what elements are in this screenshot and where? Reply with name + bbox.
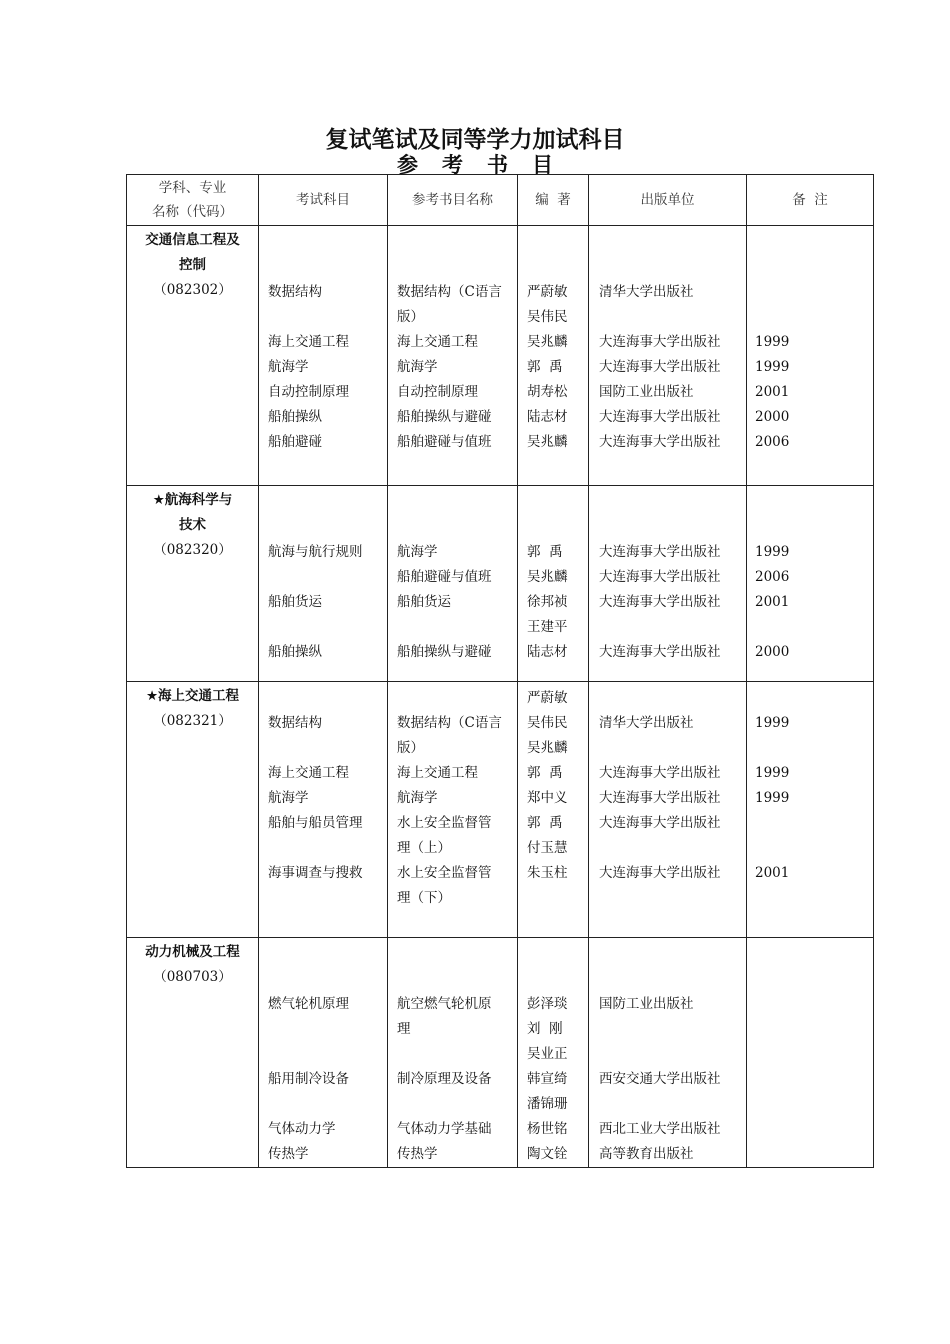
discipline-name: ★航海科学与 [152,492,233,508]
author-line: 郭 禹 [527,815,563,831]
exam-subject-line: 海上交通工程 [268,334,349,350]
publisher-line [589,615,746,640]
exam-subject-line [259,615,387,640]
header-discipline-line1: 学科、专业 [158,180,227,196]
author-line: 王建平 [527,619,568,635]
author-line: 徐邦祯 [527,594,568,610]
reference-book-line: 船舶货运 [397,594,451,610]
note-line: 2006 [755,569,790,585]
publisher-line: 大连海事大学出版社 [599,865,721,881]
publisher-line: 西安交通大学出版社 [599,1071,721,1087]
note-line [747,1067,873,1092]
publisher-line: 清华大学出版社 [599,715,694,731]
subtitle-char: 书 [487,153,508,177]
reference-book-line [388,255,517,280]
exam-subject-line [259,967,387,992]
note-line [747,836,873,861]
page-title: 复试笔试及同等学力加试科目 [325,127,625,153]
publisher-line: 大连海事大学出版社 [599,644,721,660]
header-discipline [127,175,259,226]
exam-subject-line: 船舶操纵 [268,409,322,425]
note-line [747,1092,873,1117]
note-line: 1999 [755,359,790,375]
reference-book-line: 版） [397,309,424,325]
exam-subject-line: 船舶操纵 [268,644,322,660]
publisher-line: 大连海事大学出版社 [599,359,721,375]
note-line [747,1117,873,1142]
table-row [127,486,874,682]
note-line [747,490,873,515]
reference-book-line: 传热学 [397,1146,438,1162]
publisher-line [589,305,746,330]
note-line [747,280,873,305]
publisher-line [589,1042,746,1067]
reference-book-line [388,686,517,711]
note-line [747,515,873,540]
author-line: 严蔚敏 [527,690,568,706]
reference-book-line: 数据结构（C语言 [397,284,502,300]
author-line: 潘锦珊 [527,1096,568,1112]
exam-subject-line: 数据结构 [268,715,322,731]
author-line: 吴兆麟 [527,740,568,756]
exam-subject-cell [259,938,388,1168]
exam-subject-line: 航海学 [268,359,309,375]
publisher-line [589,1092,746,1117]
note-line [747,1017,873,1042]
reference-book-line: 制冷原理及设备 [397,1071,492,1087]
publisher-line: 西北工业大学出版社 [599,1121,721,1137]
exam-subject-line [259,686,387,711]
reference-book-line: 船舶避碰与值班 [397,434,492,450]
exam-subject-line [259,565,387,590]
reference-book-line [388,230,517,255]
publisher-line: 大连海事大学出版社 [599,409,721,425]
reference-book-line: 船舶避碰与值班 [397,569,492,585]
author-line [518,515,588,540]
note-line: 1999 [755,765,790,781]
reference-book-line: 海上交通工程 [397,765,478,781]
note-cell [747,682,874,938]
discipline-name: ★海上交通工程 [145,688,240,704]
reference-book-line [388,1092,517,1117]
publisher-line [589,686,746,711]
publisher-cell [589,486,747,682]
subtitle-char: 参 [397,153,418,177]
exam-subject-line: 燃气轮机原理 [268,996,349,1012]
reference-book-line: 气体动力学基础 [397,1121,492,1137]
discipline-cell [127,486,259,682]
discipline-code: （080703） [153,969,232,985]
header-note: 备 注 [747,175,874,226]
exam-subject-line [259,490,387,515]
note-cell [747,486,874,682]
publisher-line [589,967,746,992]
exam-subject-line: 航海学 [268,790,309,806]
publisher-cell [589,938,747,1168]
exam-subject-line [259,515,387,540]
author-line: 严蔚敏 [527,284,568,300]
publisher-line [589,515,746,540]
publisher-line: 大连海事大学出版社 [599,790,721,806]
reference-book-line [388,490,517,515]
subtitle-char: 考 [442,153,463,177]
note-cell [747,938,874,1168]
exam-subject-line [259,736,387,761]
publisher-line: 国防工业出版社 [599,996,694,1012]
header-author: 编 著 [518,175,589,226]
exam-subject-line: 航海与航行规则 [268,544,363,560]
publisher-line [589,230,746,255]
note-line: 2000 [755,409,790,425]
exam-subject-cell [259,682,388,938]
exam-subject-line: 数据结构 [268,284,322,300]
note-line [747,1042,873,1067]
reference-book-line: 船舶操纵与避碰 [397,409,492,425]
table-row [127,938,874,1168]
publisher-cell [589,682,747,938]
note-line: 1999 [755,334,790,350]
header-exam-subject: 考试科目 [259,175,388,226]
note-line [747,736,873,761]
note-line: 2006 [755,434,790,450]
exam-subject-line: 船舶与船员管理 [268,815,363,831]
exam-subject-line: 海事调查与搜救 [268,865,363,881]
discipline-code: （082320） [153,542,232,558]
exam-subject-line: 自动控制原理 [268,384,349,400]
discipline-code: （082321） [153,713,232,729]
publisher-line: 高等教育出版社 [599,1146,694,1162]
publisher-line: 清华大学出版社 [599,284,694,300]
exam-subject-line [259,1042,387,1067]
publisher-line [589,255,746,280]
author-cell [518,938,589,1168]
header-publisher: 出版单位 [589,175,747,226]
note-line: 2001 [755,865,790,881]
author-line: 朱玉柱 [527,865,568,881]
exam-subject-line: 船舶避碰 [268,434,322,450]
author-line [518,490,588,515]
reference-book-line: 数据结构（C语言 [397,715,502,731]
note-line: 1999 [755,790,790,806]
author-cell [518,486,589,682]
note-cell [747,226,874,486]
note-line [747,230,873,255]
reference-book-line: 船舶操纵与避碰 [397,644,492,660]
author-line: 郭 禹 [527,359,563,375]
exam-subject-line [259,255,387,280]
author-line [518,967,588,992]
author-line: 彭泽琰 [527,996,568,1012]
reference-book-line: 理（上） [397,840,451,856]
author-line: 吴伟民 [527,309,568,325]
author-cell [518,226,589,486]
reference-book-line: 航海学 [397,359,438,375]
publisher-line: 大连海事大学出版社 [599,815,721,831]
table-header-row [127,175,874,226]
reference-book-cell [388,226,518,486]
publisher-line: 国防工业出版社 [599,384,694,400]
discipline-name: 技术 [179,517,206,533]
note-line: 2000 [755,644,790,660]
publisher-line: 大连海事大学出版社 [599,765,721,781]
publisher-line [589,942,746,967]
author-line: 韩宣绮 [527,1071,568,1087]
subtitle-char: 目 [532,153,553,177]
author-line: 郭 禹 [527,765,563,781]
reference-book-line [388,1042,517,1067]
author-line: 吴兆麟 [527,434,568,450]
exam-subject-line: 传热学 [268,1146,309,1162]
note-line [747,967,873,992]
author-line: 陆志材 [527,409,568,425]
reference-book-line: 水上安全监督管 [397,865,492,881]
header-discipline-line2: 名称（代码） [152,204,233,220]
author-line: 吴伟民 [527,715,568,731]
reference-book-line: 航空燃气轮机原 [397,996,492,1012]
reference-book-line: 海上交通工程 [397,334,478,350]
author-line [518,230,588,255]
reference-book-line: 理 [397,1021,411,1037]
exam-subject-line: 船舶货运 [268,594,322,610]
author-line: 陶文铨 [527,1146,568,1162]
note-line: 1999 [755,715,790,731]
publisher-line: 大连海事大学出版社 [599,594,721,610]
author-line [518,255,588,280]
exam-subject-cell [259,486,388,682]
publisher-line [589,490,746,515]
author-line: 吴业正 [527,1046,568,1062]
reference-book-cell [388,682,518,938]
header-reference-book: 参考书目名称 [388,175,518,226]
reference-book-cell [388,938,518,1168]
note-line: 1999 [755,544,790,560]
author-line: 胡寿松 [527,384,568,400]
author-line: 杨世铭 [527,1121,568,1137]
note-line [747,811,873,836]
exam-subject-line [259,1017,387,1042]
author-cell [518,682,589,938]
discipline-name: 动力机械及工程 [145,944,240,960]
reference-book-line: 自动控制原理 [397,384,478,400]
reference-book-cell [388,486,518,682]
publisher-line: 大连海事大学出版社 [599,569,721,585]
note-line [747,305,873,330]
author-line: 付玉慧 [527,840,568,856]
author-line: 郑中义 [527,790,568,806]
exam-subject-line: 船用制冷设备 [268,1071,349,1087]
author-line: 刘 刚 [527,1021,563,1037]
reference-book-line [388,515,517,540]
discipline-name: 交通信息工程及 [145,232,240,248]
discipline-name: 控制 [179,257,206,273]
author-line: 郭 禹 [527,544,563,560]
exam-subject-line: 气体动力学 [268,1121,336,1137]
publisher-line: 大连海事大学出版社 [599,334,721,350]
reference-book-line [388,615,517,640]
publisher-line [589,836,746,861]
note-line [747,615,873,640]
exam-subject-cell [259,226,388,486]
note-line [747,255,873,280]
exam-subject-line [259,305,387,330]
author-line [518,942,588,967]
publisher-line: 大连海事大学出版社 [599,434,721,450]
author-line: 吴兆麟 [527,334,568,350]
reference-book-line: 航海学 [397,790,438,806]
reference-book-line: 水上安全监督管 [397,815,492,831]
note-line [747,1142,873,1167]
table-row [127,682,874,938]
note-line: 2001 [755,594,790,610]
reference-book-line [388,942,517,967]
author-line: 吴兆麟 [527,569,568,585]
exam-subject-line [259,230,387,255]
discipline-cell [127,938,259,1168]
publisher-line [589,1017,746,1042]
discipline-code: （082302） [153,282,232,298]
reference-book-table [126,174,874,1168]
exam-subject-line: 海上交通工程 [268,765,349,781]
reference-book-line: 理（下） [397,890,451,906]
reference-book-line: 版） [397,740,424,756]
publisher-cell [589,226,747,486]
note-line [747,942,873,967]
publisher-line [589,736,746,761]
exam-subject-line [259,1092,387,1117]
reference-book-line: 航海学 [397,544,438,560]
author-line: 陆志材 [527,644,568,660]
exam-subject-line [259,942,387,967]
note-line: 2001 [755,384,790,400]
note-line [747,686,873,711]
note-line [747,992,873,1017]
table-row [127,226,874,486]
exam-subject-line [259,836,387,861]
publisher-line: 大连海事大学出版社 [599,544,721,560]
reference-book-line [388,967,517,992]
discipline-cell [127,682,259,938]
discipline-cell [127,226,259,486]
